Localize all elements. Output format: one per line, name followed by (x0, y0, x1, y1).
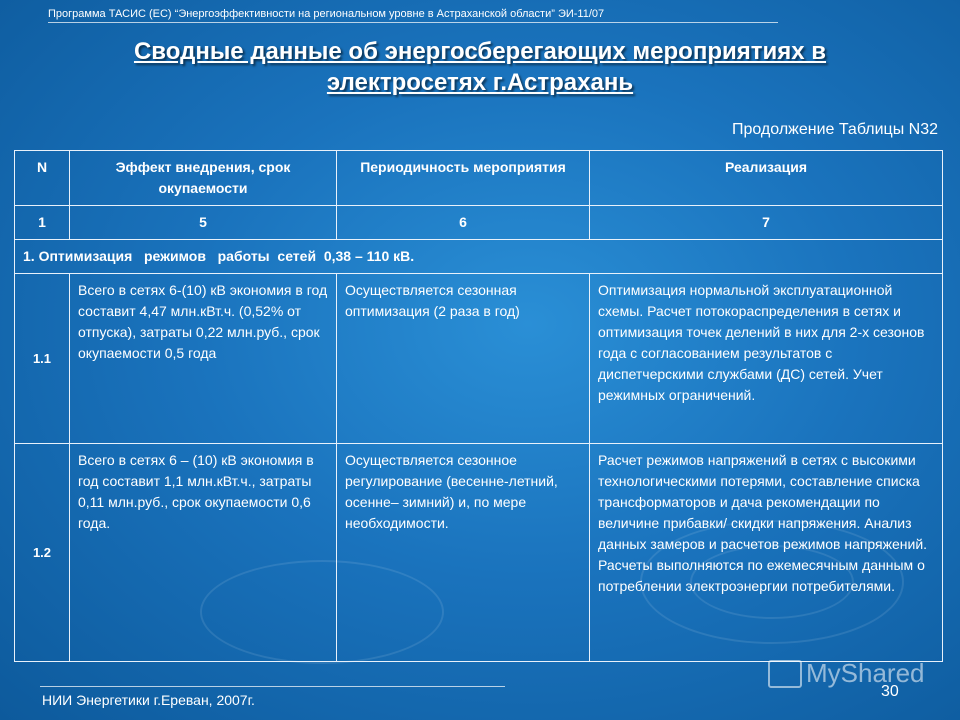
section-title: 1. Оптимизация режимов работы сетей 0,38 – 110 кВ. (15, 240, 943, 274)
page-title (60, 36, 900, 98)
row-effect: Всего в сетях 6 – (10) кВ экономия в год составит 1,1 млн.кВт.ч., затраты 0,11 млн.руб., срок окупаемости 0,6 года. (70, 444, 337, 662)
header-realization: Реализация (590, 151, 943, 206)
footer-institute: НИИ Энергетики г.Ереван, 2007г. (42, 692, 255, 708)
column-number: 5 (70, 206, 337, 240)
column-number: 1 (15, 206, 70, 240)
presentation-icon (768, 660, 802, 688)
row-number: 1.1 (15, 274, 70, 444)
header-periodicity: Периодичность мероприятия (337, 151, 590, 206)
table-row (15, 274, 943, 444)
page-title-line2: электросетях г.Астрахань (326, 69, 634, 96)
row-realization: Расчет режимов напряжений в сетях с высокими технологическими потерями, составление списка трансформаторов и дача рекомендации по величине прибавки/ скидки напряжения. Анализ данных замеров и расчетов режимов напряжений. Расчеты выполняются по ежемесячным данным о потреблении электроэнергии потребителями. (590, 444, 943, 662)
column-number: 7 (590, 206, 943, 240)
row-periodicity: Осуществляется сезонная оптимизация (2 раза в год) (337, 274, 590, 444)
row-periodicity: Осуществляется сезонное регулирование (весенне-летний, осенне– зимний) и, по мере необходимости. (337, 444, 590, 662)
measures-table (14, 150, 943, 662)
row-effect: Всего в сетях 6-(10) кВ экономия в год составит 4,47 млн.кВт.ч. (0,52% от отпуска), затраты 0,22 млн.руб., срок окупаемости 0,5 года (70, 274, 337, 444)
header-n: N (15, 151, 70, 206)
row-realization: Оптимизация нормальной эксплуатационной схемы. Расчет потокораспределения в сетях и оптимизация точек делений в них для 2-х сезонов года с согласованием результатов с диспетчерскими службами (ДС) сетей. Учет режимных ограничений. (590, 274, 943, 444)
table-continuation-label: Продолжение Таблицы N32 (731, 121, 938, 138)
footer-divider (40, 686, 505, 687)
table-header-row (15, 151, 943, 206)
section-row (15, 240, 943, 274)
page-title-line1: Сводные данные об энергосберегающих мероприятиях в (133, 38, 827, 65)
column-number-row (15, 206, 943, 240)
header-effect: Эффект внедрения, срок окупаемости (70, 151, 337, 206)
watermark-text: MyShared (806, 658, 925, 688)
watermark (768, 658, 925, 689)
page-number: 30 (881, 683, 899, 700)
column-number: 6 (337, 206, 590, 240)
row-number: 1.2 (15, 444, 70, 662)
table-row (15, 444, 943, 662)
program-header: Программа ТАСИС (ЕС) “Энергоэффективности на региональном уровне в Астраханской области” ЭИ-11/07 (48, 8, 778, 23)
